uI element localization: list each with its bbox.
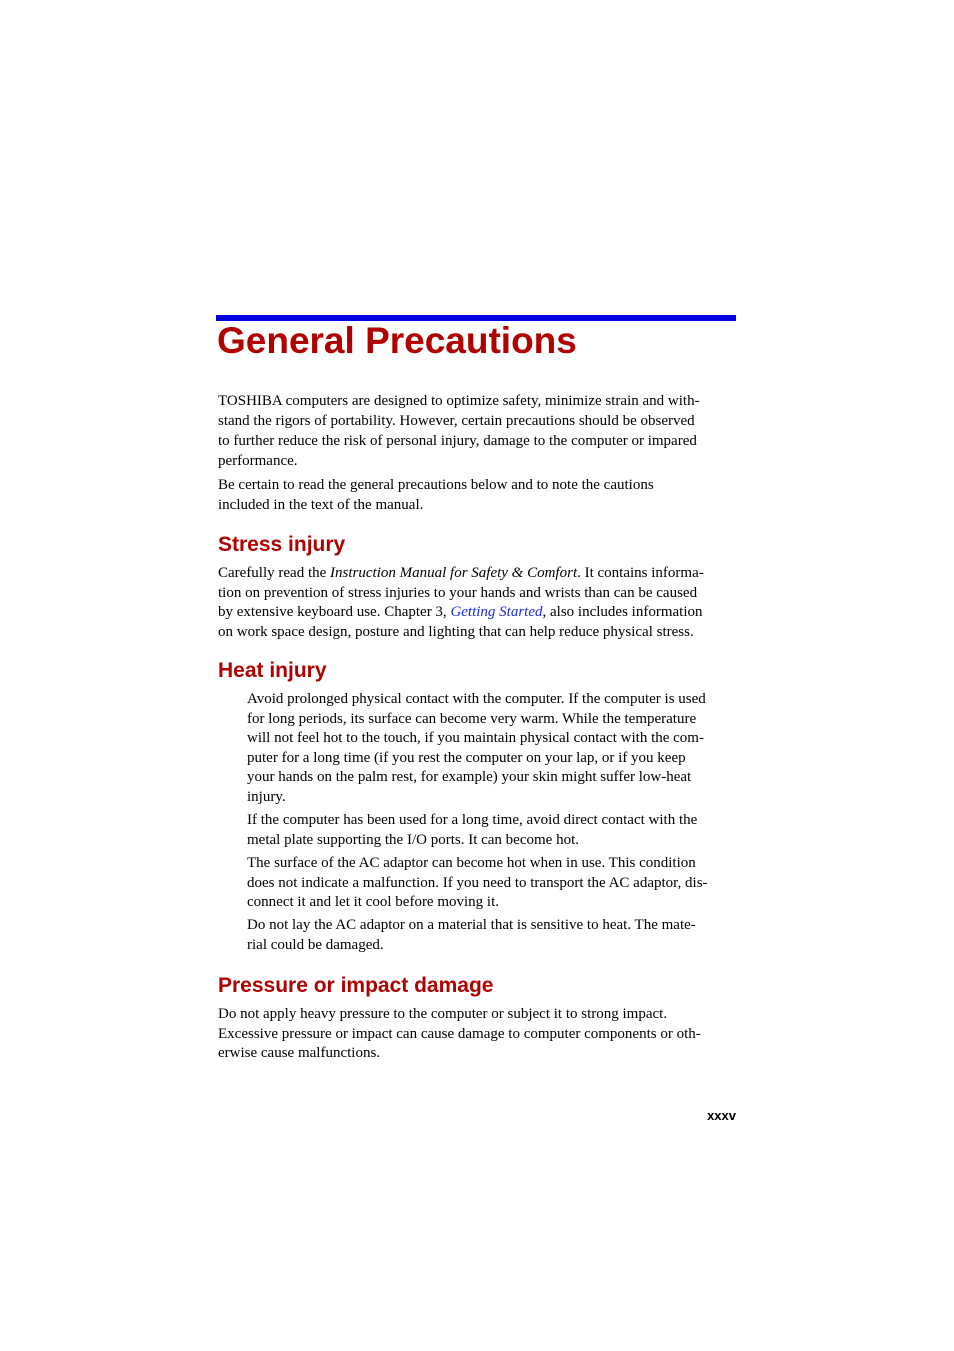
text-line: on work space design, posture and lighting that can help reduce physical stress. bbox=[218, 623, 694, 640]
heat-paragraph-4 bbox=[247, 916, 696, 955]
text-line: TOSHIBA computers are designed to optimize safety, minimize strain and with- bbox=[218, 393, 700, 409]
text-line: performance. bbox=[218, 452, 298, 469]
text-line: tion on prevention of stress injuries to your hands and wrists than can be caused bbox=[218, 584, 698, 601]
page-number: xxxv bbox=[707, 1108, 736, 1123]
text-line: Avoid prolonged physical contact with the computer. If the computer is used bbox=[247, 691, 706, 707]
text-line: If the computer has been used for a long time, avoid direct contact with the bbox=[247, 812, 698, 828]
text-line: Excessive pressure or impact can cause damage to computer components or oth- bbox=[218, 1025, 701, 1042]
text-line: will not feel hot to the touch, if you maintain physical contact with the com- bbox=[247, 730, 704, 746]
text-line: The surface of the AC adaptor can become hot when in use. This condition bbox=[247, 855, 696, 871]
text-line: injury. bbox=[247, 788, 286, 805]
stress-injury-paragraph bbox=[218, 564, 704, 642]
page-title: General Precautions bbox=[217, 320, 577, 361]
heat-paragraph-3 bbox=[247, 854, 708, 913]
section-heading-pressure-damage: Pressure or impact damage bbox=[218, 974, 494, 997]
text-line: erwise cause malfunctions. bbox=[218, 1045, 381, 1061]
getting-started-link[interactable]: Getting Started bbox=[450, 604, 543, 620]
heat-paragraph-1 bbox=[247, 690, 706, 807]
text-segment: by extensive keyboard use. Chapter 3, bbox=[218, 604, 451, 620]
text-segment: Carefully read the bbox=[218, 565, 331, 581]
heat-paragraph-2 bbox=[247, 811, 697, 850]
text-line: connect it and let it cool before moving it. bbox=[247, 894, 500, 910]
text-line: included in the text of the manual. bbox=[218, 496, 424, 513]
text-line: your hands on the palm rest, for example) your skin might suffer low-heat bbox=[247, 769, 692, 785]
manual-title-italic: Instruction Manual for Safety & Comfort bbox=[330, 565, 578, 581]
text-line bbox=[218, 603, 704, 623]
text-line: rial could be damaged. bbox=[247, 936, 384, 953]
intro-paragraph-2 bbox=[218, 476, 654, 515]
text-line: stand the rigors of portability. However, certain precautions should be observed bbox=[218, 412, 695, 429]
section-heading-heat-injury: Heat injury bbox=[218, 659, 327, 682]
text-segment: . It contains informa- bbox=[577, 565, 704, 581]
text-line: metal plate supporting the I/O ports. It can become hot. bbox=[247, 831, 579, 848]
text-line: to further reduce the risk of personal injury, damage to the computer or impared bbox=[218, 433, 697, 449]
text-line bbox=[218, 564, 704, 584]
text-line: does not indicate a malfunction. If you need to transport the AC adaptor, dis- bbox=[247, 874, 708, 891]
pressure-paragraph bbox=[218, 1005, 701, 1064]
text-line: Do not apply heavy pressure to the computer or subject it to strong impact. bbox=[218, 1006, 668, 1022]
text-segment: , also includes information bbox=[542, 604, 703, 620]
text-line: Do not lay the AC adaptor on a material that is sensitive to heat. The mate- bbox=[247, 917, 696, 933]
text-line: Be certain to read the general precautions below and to note the cautions bbox=[218, 477, 654, 493]
intro-paragraph-1 bbox=[218, 392, 700, 471]
text-line: puter for a long time (if you rest the computer on your lap, or if you keep bbox=[247, 749, 686, 766]
text-line: for long periods, its surface can become very warm. While the temperature bbox=[247, 710, 697, 727]
section-heading-stress-injury: Stress injury bbox=[218, 533, 346, 556]
